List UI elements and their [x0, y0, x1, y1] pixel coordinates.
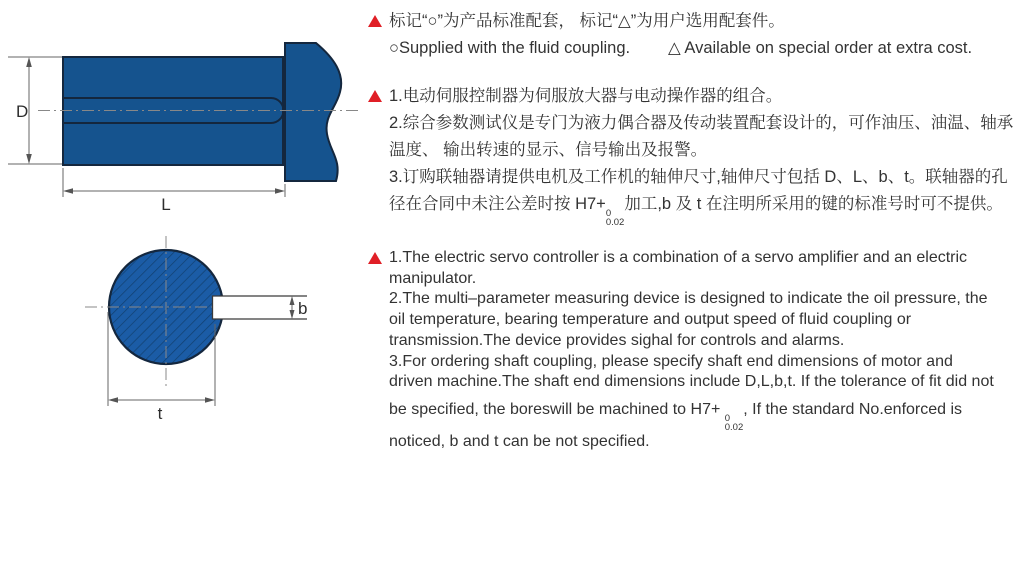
dimension-L — [63, 168, 285, 197]
arrowhead-up-icon — [26, 57, 32, 67]
en-note-line: driven machine.The shaft end dimensions include D,L,b,t. If the tolerance of fit did not — [389, 373, 994, 391]
cn-note-line: 1.电动伺服控制器为伺服放大器与电动操作器的组合。 — [389, 87, 783, 105]
tolerance-lower: 0.02 — [724, 421, 744, 433]
arrowhead-left-icon — [108, 397, 118, 403]
label-keyway-width: b — [298, 299, 308, 318]
shaft-side-view — [63, 43, 341, 181]
label-diameter: D — [16, 102, 29, 121]
legend-line-cn: 标记“○”为产品标准配套， 标记“△”为用户选用配套件。 — [389, 12, 785, 30]
legend-standard-item: ○Supplied with the fluid coupling. — [389, 39, 631, 57]
en-note-line: 3.For ordering shaft coupling, please specify shaft end dimensions of motor and — [389, 352, 953, 370]
en-note-line: noticed, b and t can be not specified. — [389, 432, 650, 450]
keyway-notch — [213, 296, 308, 319]
shaft-dimension-diagram — [0, 0, 370, 430]
tolerance-lower: 0.02 — [605, 217, 625, 228]
legend-optional-item: △ Available on special order at extra cost. — [668, 39, 973, 57]
cn-note-line: 2.综合参数测试仪是专门为液力偶合器及传动装置配套设计的，可作油压、油温、轴承 — [389, 114, 1014, 132]
cn-note-text: 加工,b 及 t 在注明所采用的键的标准号时可不提供。 — [624, 195, 1003, 213]
notes-english-block — [368, 248, 1020, 453]
cn-note-line: 温度、 输出转速的显示、信号输出及报警。 — [389, 141, 708, 159]
en-note-line — [389, 400, 1020, 432]
notes-chinese-block — [368, 83, 1020, 227]
en-note-line: oil temperature, bearing temperature and output speed of fluid coupling or — [389, 311, 912, 329]
en-note-text: , If the standard No.enforced is — [743, 400, 963, 418]
en-note-text: be specified, the boreswill be machined to H7+ — [389, 400, 725, 418]
tolerance-upper: 0 — [724, 412, 731, 424]
arrowhead-right-icon — [205, 397, 215, 403]
en-note-line: manipulator. — [389, 269, 477, 287]
keyway-notch-fill — [213, 296, 308, 319]
en-note-line: transmission.The device provides sighal for controls and alarms. — [389, 331, 845, 349]
arrowhead-down-icon — [26, 154, 32, 164]
legend-line-en — [389, 35, 1020, 62]
tolerance-notation — [606, 209, 625, 227]
warning-triangle-icon — [368, 90, 382, 102]
legend-block — [368, 8, 1020, 62]
arrowhead-right-icon — [275, 188, 285, 194]
warning-triangle-icon — [368, 252, 382, 264]
notes-column — [368, 8, 1020, 453]
coupling-hub — [285, 43, 341, 181]
en-note-line: 1.The electric servo controller is a combination of a servo amplifier and an electric — [389, 249, 968, 266]
arrowhead-left-icon — [63, 188, 73, 194]
cn-note-line: 3.订购联轴器请提供电机及工作机的轴伸尺寸,轴伸尺寸包括 D、L、b、t。联轴器的孔 — [389, 168, 1008, 186]
label-length: L — [161, 195, 171, 214]
warning-triangle-icon — [368, 15, 382, 27]
cn-note-line — [389, 191, 1020, 227]
label-keyway-depth: t — [157, 404, 163, 423]
en-note-line: 2.The multi–parameter measuring device is designed to indicate the oil pressure, the — [389, 290, 988, 308]
tolerance-upper: 0 — [605, 208, 612, 219]
tolerance-notation — [725, 414, 744, 432]
cn-note-text: 径在合同中未注公差时按 H7+ — [389, 195, 606, 213]
